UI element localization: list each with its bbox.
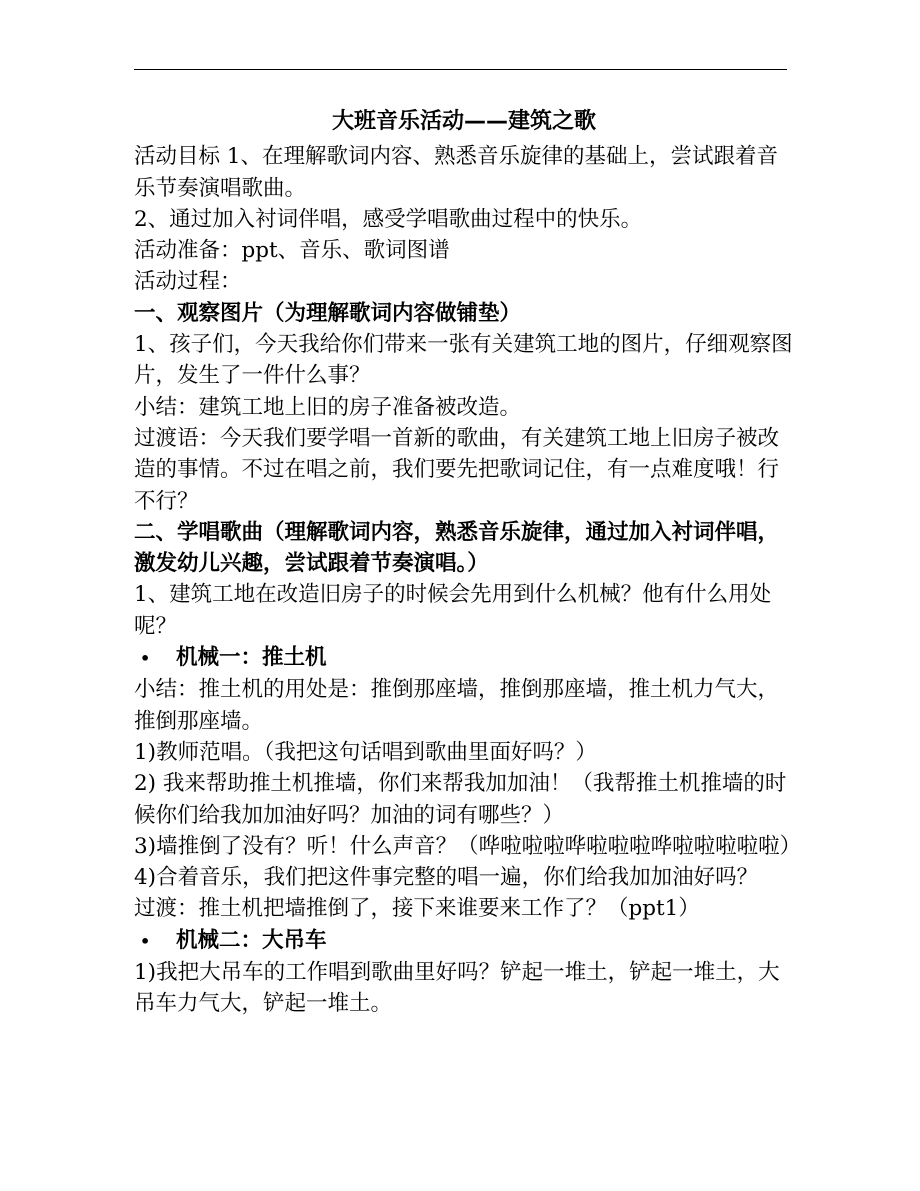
summary-1: 小结：建筑工地上旧的房子准备被改造。 [134, 394, 522, 420]
bullet-icon: • [140, 931, 151, 951]
transition-1: 过渡语：今天我们要学唱一首新的歌曲，有关建筑工地上旧房子被改造的事情。不过在唱之前，我们要先把歌词记住，有一点难度哦！行不行？ [134, 425, 780, 514]
preparation-line: 活动准备：ppt、音乐、歌词图谱 [134, 238, 450, 264]
question-1: 1、孩子们，今天我给你们带来一张有关建筑工地的图片，仔细观察图片，发生了一件什么事？ [134, 332, 793, 389]
machine-1-label: 机械一：推土机 [176, 645, 327, 671]
section-heading-2: 二、学唱歌曲（理解歌词内容，熟悉音乐旋律，通过加入衬词伴唱，激发幼儿兴趣，尝试跟着节奏演唱。） [134, 519, 780, 577]
document-body [134, 106, 802, 1020]
process-heading: 活动过程： [134, 269, 242, 295]
machine-2-label: 机械二：大吊车 [176, 927, 327, 953]
bullet-machine-2 [134, 925, 794, 957]
goal-line-2: 2、通过加入衬词伴唱，感受学唱歌曲过程中的快乐。 [134, 206, 643, 232]
document-title: 大班音乐活动——建筑之歌 [331, 109, 596, 134]
header-rule [134, 69, 787, 70]
step-2: 2) 我来帮助推土机推墙，你们来帮我加加油！（我帮推土机推墙的时候你们给我加加油好吗？加油的词有哪些？） [134, 771, 787, 828]
step-3: 3)墙推倒了没有？听！什么声音？（哗啦啦啦哗啦啦啦哗啦啦啦啦啦） [134, 833, 802, 859]
bullet-icon: • [140, 649, 151, 669]
goal-line-1: 活动目标 1、在理解歌词内容、熟悉音乐旋律的基础上，尝试跟着音乐节奏演唱歌曲。 [134, 144, 779, 201]
transition-2: 过渡：推土机把墙推倒了，接下来谁要来工作了？（ppt1） [134, 896, 700, 922]
summary-2: 小结：推土机的用处是：推倒那座墙，推倒那座墙，推土机力气大，推倒那座墙。 [134, 677, 780, 734]
step-1: 1)教师范唱。（我把这句话唱到歌曲里面好吗？） [134, 739, 597, 765]
section-heading-1: 一、观察图片（为理解歌词内容做铺垫） [134, 300, 522, 326]
bullet-machine-1 [134, 642, 794, 674]
step-5: 1)我把大吊车的工作唱到歌曲里好吗？铲起一堆土，铲起一堆土，大吊车力气大，铲起一堆土。 [134, 960, 780, 1017]
step-4: 4)合着音乐，我们把这件事完整的唱一遍，你们给我加加油好吗？ [134, 865, 759, 891]
question-2: 1、建筑工地在改造旧房子的时候会先用到什么机械？他有什么用处呢？ [134, 582, 772, 639]
